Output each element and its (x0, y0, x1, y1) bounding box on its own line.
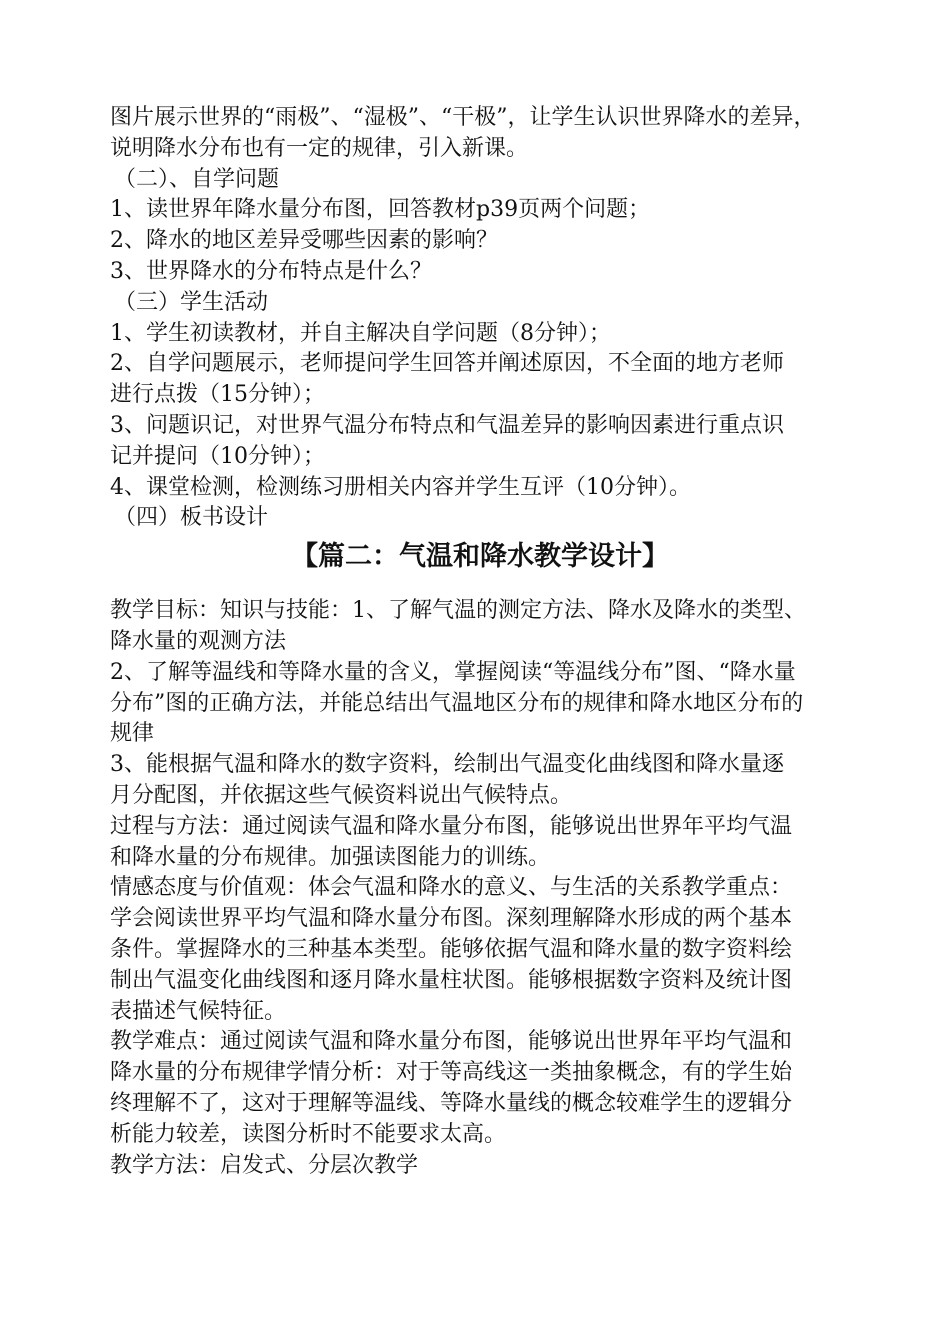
paragraph-line: 条件。掌握降水的三种基本类型。能够依据气温和降水量的数字资料绘 (110, 936, 793, 962)
paragraph-line: 教学方法：启发式、分层次教学 (110, 1152, 419, 1178)
list-item: 2、降水的地区差异受哪些因素的影响？ (110, 228, 498, 254)
section-one (110, 103, 850, 534)
subheading-board-design: （四）板书设计 (114, 505, 269, 531)
paragraph-line: 月分配图，并依据这些气候资料说出气候特点。 (110, 782, 573, 808)
paragraph-line: 制出气温变化曲线图和逐月降水量柱状图。能够根据数字资料及统计图 (110, 967, 793, 993)
list-item: 2、自学问题展示，老师提问学生回答并阐述原因，不全面的地方老师 (110, 351, 784, 377)
section-title: 【篇二：气温和降水教学设计】 (291, 541, 669, 573)
list-item: 1、读世界年降水量分布图，回答教材p39页两个问题； (110, 197, 651, 223)
list-item-continued: 进行点拨（15分钟）； (110, 382, 325, 408)
paragraph-line: 降水量的分布规律学情分析：对于等高线这一类抽象概念，有的学生始 (110, 1060, 793, 1086)
list-item: 3、问题识记，对世界气温分布特点和气温差异的影响因素进行重点识 (110, 412, 784, 438)
list-item: 1、学生初读教材，并自主解决自学问题（8分钟）； (110, 320, 611, 346)
subheading-self-study: （二）、自学问题 (114, 166, 280, 192)
list-item: 4、课堂检测，检测练习册相关内容并学生互评（10分钟）。 (110, 474, 691, 500)
paragraph-line: 2、了解等温线和等降水量的含义，掌握阅读“等温线分布”图、“降水量 (110, 659, 796, 685)
paragraph-line: 教学难点：通过阅读气温和降水量分布图，能够说出世界年平均气温和 (110, 1029, 793, 1055)
paragraph-line: 析能力较差，读图分析时不能要求太高。 (110, 1121, 507, 1147)
paragraph-line: 情感态度与价值观：体会气温和降水的意义、与生活的关系教学重点： (110, 875, 793, 901)
paragraph-line: 3、能根据气温和降水的数字资料，绘制出气温变化曲线图和降水量逐 (110, 752, 784, 778)
list-item: 3、世界降水的分布特点是什么？ (110, 258, 432, 284)
paragraph-line: 学会阅读世界平均气温和降水量分布图。深刻理解降水形成的两个基本 (110, 906, 793, 932)
document-body (110, 103, 850, 1181)
paragraph-line: 降水量的观测方法 (110, 628, 287, 654)
paragraph-line: 和降水量的分布规律。加强读图能力的训练。 (110, 844, 551, 870)
paragraph-line: 说明降水分布也有一定的规律，引入新课。 (110, 135, 529, 161)
section-two (110, 596, 850, 1181)
paragraph-line: 表描述气候特征。 (110, 998, 287, 1024)
paragraph-line: 图片展示世界的“雨极”、“湿极”、“干极”，让学生认识世界降水的差异， (110, 105, 816, 130)
subheading-student-activity: （三）学生活动 (114, 289, 269, 315)
list-item-continued: 记并提问（10分钟）； (110, 443, 325, 469)
paragraph-line: 规律 (110, 721, 155, 747)
paragraph-line: 教学目标：知识与技能：1、了解气温的测定方法、降水及降水的类型、 (110, 598, 806, 624)
paragraph-line: 分布”图的正确方法，并能总结出气温地区分布的规律和降水地区分布的 (110, 690, 804, 716)
paragraph-line: 过程与方法：通过阅读气温和降水量分布图，能够说出世界年平均气温 (110, 813, 793, 839)
paragraph-line: 终理解不了，这对于理解等温线、等降水量线的概念较难学生的逻辑分 (110, 1090, 793, 1116)
